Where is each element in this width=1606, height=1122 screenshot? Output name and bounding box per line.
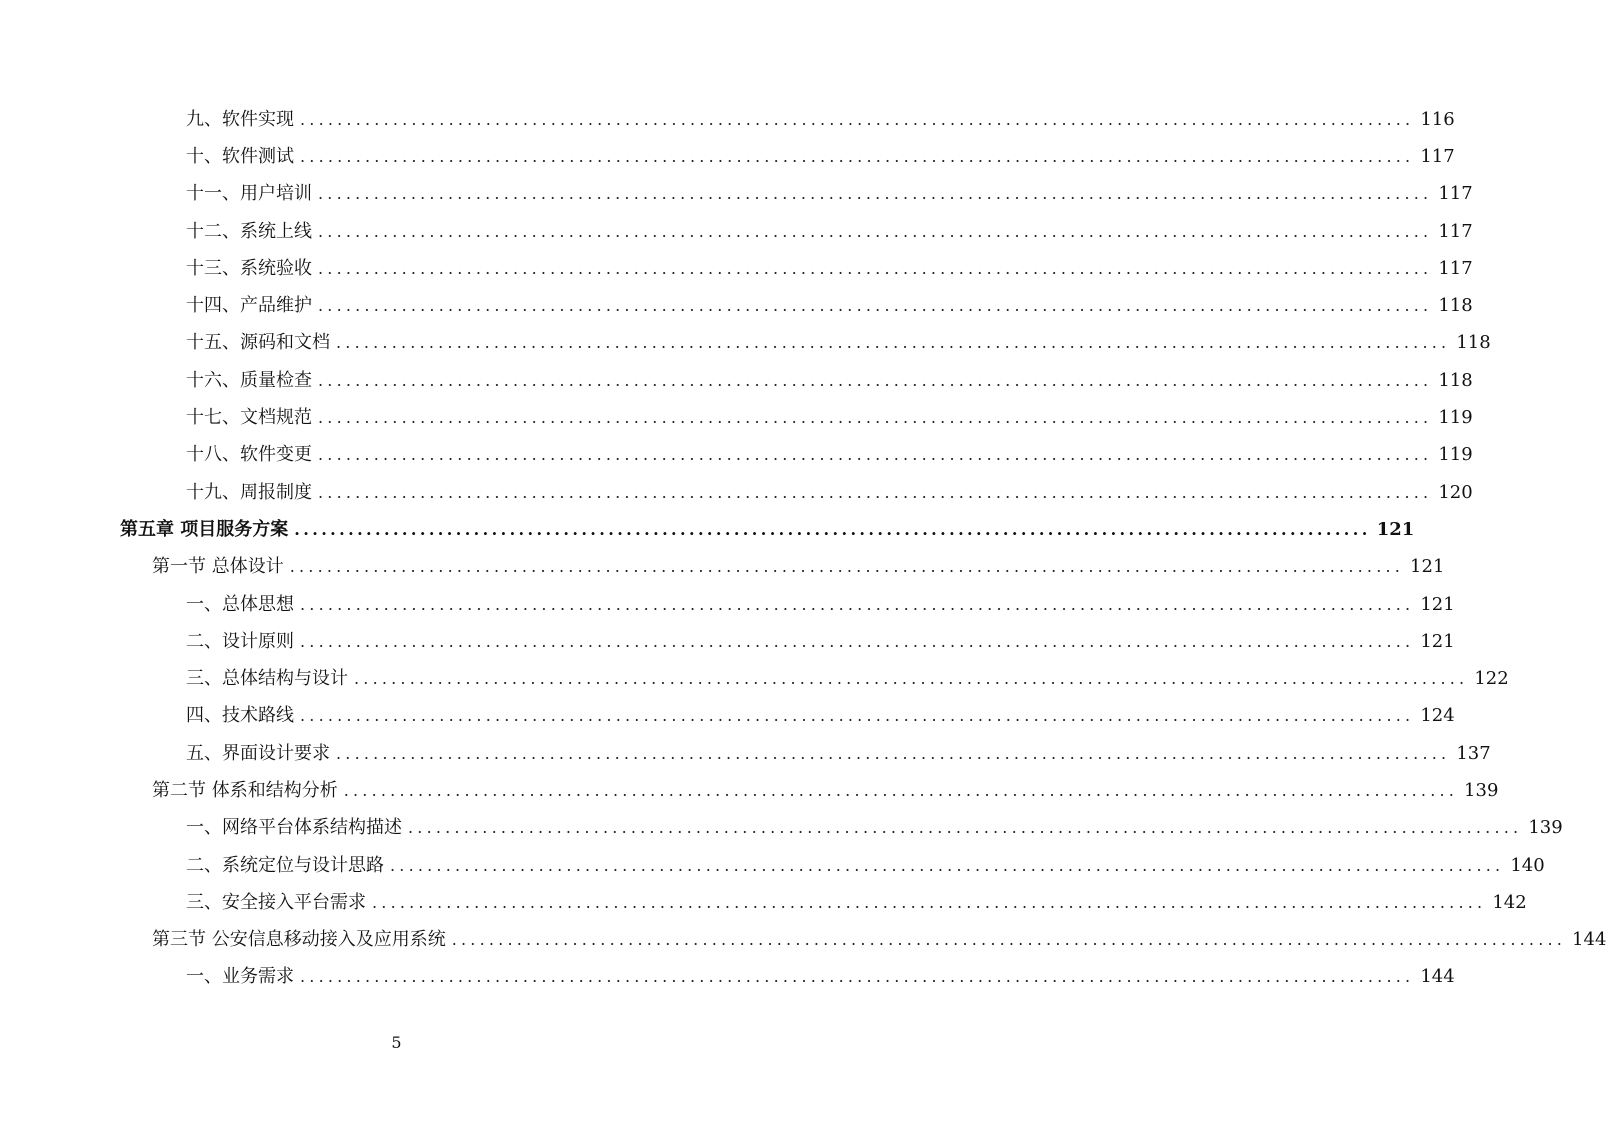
toc-entry-page: 116 [1420, 108, 1455, 130]
toc-dot-leader: ........................................................................................................................ [408, 818, 1523, 838]
toc-subsection-entry[interactable] [0, 399, 1473, 436]
toc-subsection-entry[interactable] [0, 176, 1473, 213]
toc-entry-title: 四、技术路线 [186, 705, 294, 727]
toc-entry-page: 118 [1438, 369, 1473, 391]
toc-chapter-entry[interactable] [0, 511, 1415, 548]
toc-entry-title: 一、网络平台体系结构描述 [186, 817, 402, 839]
toc-entry-title: 十八、软件变更 [186, 444, 312, 466]
toc-entry-page: 144 [1572, 929, 1606, 951]
toc-subsection-entry[interactable] [0, 437, 1473, 474]
toc-dot-leader: ........................................................................................................................ [318, 370, 1433, 390]
toc-entry-page: 118 [1456, 332, 1491, 354]
toc-entry-page: 124 [1420, 705, 1455, 727]
toc-dot-leader: ........................................................................................................................ [343, 780, 1459, 800]
toc-entry-page: 121 [1410, 556, 1445, 578]
table-of-contents [0, 101, 1606, 996]
toc-entry-title: 十二、系统上线 [186, 220, 312, 242]
toc-entry-page: 144 [1420, 966, 1455, 988]
toc-entry-page: 117 [1438, 220, 1473, 242]
toc-dot-leader: ........................................................................................................................ [294, 519, 1371, 539]
toc-entry-page: 117 [1438, 183, 1473, 205]
toc-entry-title: 十九、周报制度 [186, 481, 312, 503]
toc-entry-title: 十三、系统验收 [186, 257, 312, 279]
toc-entry-title: 十四、产品维护 [186, 295, 312, 317]
toc-subsection-entry[interactable] [0, 959, 1455, 996]
toc-subsection-entry[interactable] [0, 586, 1455, 623]
toc-entry-title: 三、安全接入平台需求 [186, 891, 366, 913]
toc-subsection-entry[interactable] [0, 623, 1455, 660]
toc-dot-leader: ........................................................................................................................ [318, 445, 1433, 465]
toc-dot-leader: ........................................................................................................................ [318, 408, 1433, 428]
toc-entry-page: 140 [1510, 854, 1545, 876]
toc-entry-title: 三、总体结构与设计 [186, 668, 348, 690]
toc-entry-title: 一、业务需求 [186, 966, 294, 988]
toc-entry-page: 120 [1438, 481, 1473, 503]
toc-dot-leader: ........................................................................................................................ [318, 221, 1433, 241]
toc-dot-leader: ........................................................................................................................ [354, 669, 1469, 689]
toc-entry-page: 117 [1438, 257, 1473, 279]
toc-dot-leader: ........................................................................................................................ [390, 855, 1505, 875]
toc-subsection-entry[interactable] [0, 250, 1473, 287]
toc-entry-title: 十六、质量检查 [186, 369, 312, 391]
toc-subsection-entry[interactable] [0, 101, 1455, 138]
toc-entry-page: 122 [1474, 668, 1509, 690]
toc-entry-page: 119 [1438, 444, 1473, 466]
toc-entry-title: 第一节 总体设计 [152, 556, 284, 578]
toc-entry-page: 119 [1438, 407, 1473, 429]
toc-entry-title: 十一、用户培训 [186, 183, 312, 205]
toc-subsection-entry[interactable] [0, 138, 1455, 175]
toc-subsection-entry[interactable] [0, 325, 1491, 362]
toc-entry-title: 十五、源码和文档 [186, 332, 330, 354]
toc-entry-title: 九、软件实现 [186, 108, 294, 130]
toc-entry-title: 二、设计原则 [186, 630, 294, 652]
toc-dot-leader: ........................................................................................................................ [289, 557, 1405, 577]
toc-subsection-entry[interactable] [0, 362, 1473, 399]
toc-dot-leader: ........................................................................................................................ [300, 594, 1415, 614]
toc-entry-title: 第二节 体系和结构分析 [152, 779, 338, 801]
toc-subsection-entry[interactable] [0, 474, 1473, 511]
toc-subsection-entry[interactable] [0, 735, 1491, 772]
toc-dot-leader: ........................................................................................................................ [372, 892, 1487, 912]
toc-entry-page: 117 [1420, 145, 1455, 167]
toc-entry-page: 142 [1492, 891, 1527, 913]
toc-dot-leader: ........................................................................................................................ [318, 482, 1433, 502]
toc-dot-leader: ........................................................................................................................ [318, 184, 1433, 204]
toc-dot-leader: ........................................................................................................................ [300, 706, 1415, 726]
toc-entry-page: 139 [1528, 817, 1563, 839]
toc-entry-page: 139 [1464, 779, 1499, 801]
toc-entry-title: 二、系统定位与设计思路 [186, 854, 384, 876]
toc-entry-title: 一、总体思想 [186, 593, 294, 615]
toc-subsection-entry[interactable] [0, 287, 1473, 324]
toc-dot-leader: ........................................................................................................................ [300, 146, 1415, 166]
toc-subsection-entry[interactable] [0, 810, 1563, 847]
toc-entry-title: 十七、文档规范 [186, 407, 312, 429]
toc-entry-title: 五、界面设计要求 [186, 742, 330, 764]
toc-entry-page: 121 [1420, 630, 1455, 652]
toc-entry-title: 十、软件测试 [186, 145, 294, 167]
toc-subsection-entry[interactable] [0, 213, 1473, 250]
toc-dot-leader: ........................................................................................................................ [300, 631, 1415, 651]
toc-dot-leader: ........................................................................................................................ [300, 109, 1415, 129]
toc-section-entry[interactable] [0, 549, 1445, 586]
toc-entry-title: 第三节 公安信息移动接入及应用系统 [152, 929, 446, 951]
toc-entry-page: 121 [1420, 593, 1455, 615]
toc-dot-leader: ........................................................................................................................ [336, 743, 1451, 763]
toc-dot-leader: ........................................................................................................................ [451, 930, 1567, 950]
toc-subsection-entry[interactable] [0, 660, 1509, 697]
toc-subsection-entry[interactable] [0, 884, 1527, 921]
toc-entry-page: 121 [1376, 518, 1415, 540]
toc-dot-leader: ........................................................................................................................ [318, 258, 1433, 278]
toc-entry-page: 118 [1438, 295, 1473, 317]
toc-section-entry[interactable] [0, 772, 1499, 809]
toc-entry-title: 第五章 项目服务方案 [120, 518, 289, 540]
toc-subsection-entry[interactable] [0, 847, 1545, 884]
toc-subsection-entry[interactable] [0, 698, 1455, 735]
toc-dot-leader: ........................................................................................................................ [336, 333, 1451, 353]
toc-entry-page: 137 [1456, 742, 1491, 764]
page-number: 5 [391, 1033, 402, 1052]
toc-section-entry[interactable] [0, 922, 1606, 959]
toc-dot-leader: ........................................................................................................................ [318, 296, 1433, 316]
toc-dot-leader: ........................................................................................................................ [300, 967, 1415, 987]
